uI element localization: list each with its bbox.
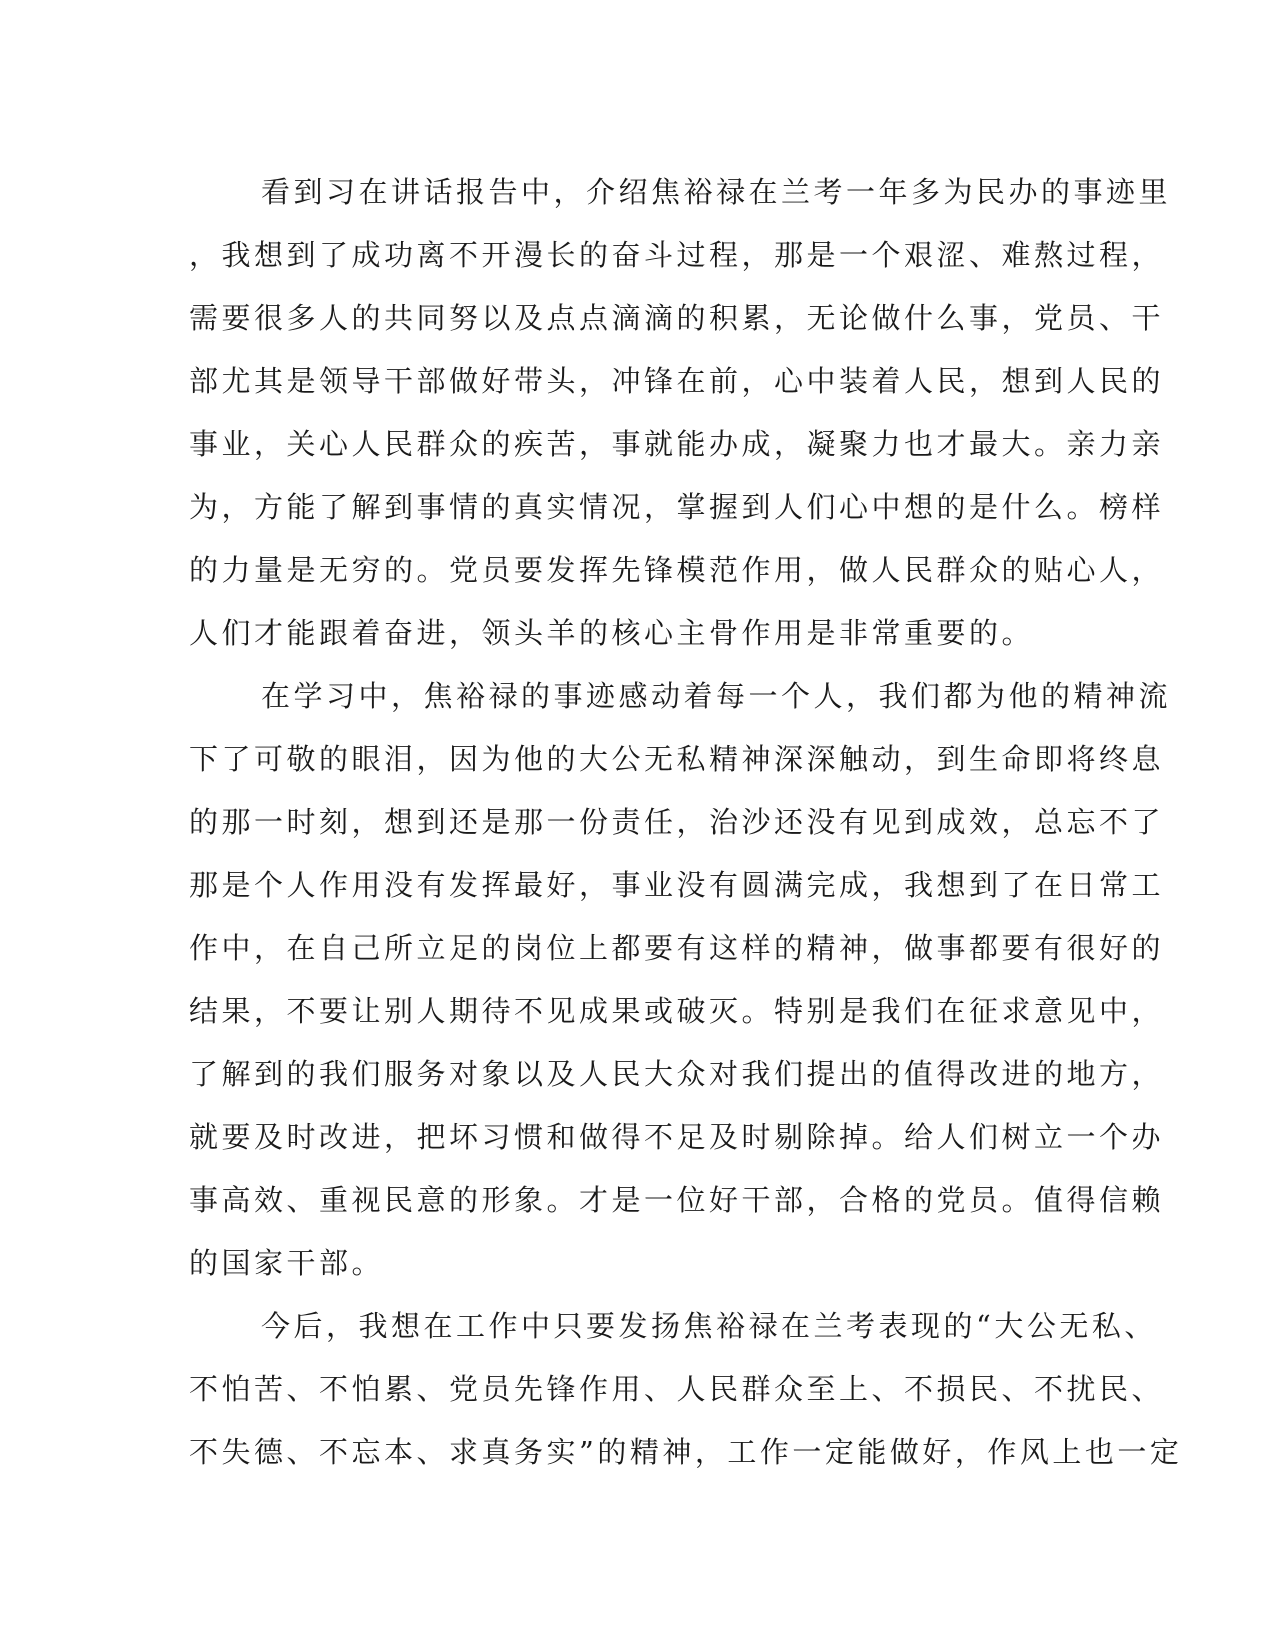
paragraph-line: 看到习在讲话报告中，介绍焦裕禄在兰考一年多为民办的事迹里: [261, 175, 1172, 209]
paragraph-line: 下了可敬的眼泪，因为他的大公无私精神深深触动，到生命即将终息: [189, 742, 1165, 776]
paragraph-1: [189, 161, 1172, 665]
paragraph-line: 结果，不要让别人期待不见成果或破灭。特别是我们在征求意见中，: [189, 994, 1165, 1028]
paragraph-line: 不怕苦、不怕累、党员先锋作用、人民群众至上、不损民、不扰民、: [189, 1372, 1165, 1406]
paragraph-2: [189, 665, 1172, 1295]
paragraph-line: 那是个人作用没有发挥最好，事业没有圆满完成，我想到了在日常工: [189, 868, 1165, 902]
paragraph-line: 今后，我想在工作中只要发扬焦裕禄在兰考表现的“大公无私、: [261, 1309, 1157, 1343]
paragraph-line: 的力量是无穷的。党员要发挥先锋模范作用，做人民群众的贴心人，: [189, 553, 1165, 587]
paragraph-line: 为，方能了解到事情的真实情况，掌握到人们心中想的是什么。榜样: [189, 490, 1165, 524]
paragraph-line: 事高效、重视民意的形象。才是一位好干部，合格的党员。值得信赖: [189, 1183, 1165, 1217]
paragraph-line: 在学习中，焦裕禄的事迹感动着每一个人，我们都为他的精神流: [261, 679, 1172, 713]
paragraph-line: 事业，关心人民群众的疾苦，事就能办成，凝聚力也才最大。亲力亲: [189, 427, 1165, 461]
paragraph-line: 作中，在自己所立足的岗位上都要有这样的精神，做事都要有很好的: [189, 931, 1165, 965]
paragraph-line: 需要很多人的共同努以及点点滴滴的积累，无论做什么事，党员、干: [189, 301, 1165, 335]
paragraph-line: 了解到的我们服务对象以及人民大众对我们提出的值得改进的地方，: [189, 1057, 1165, 1091]
paragraph-line: 就要及时改进，把坏习惯和做得不足及时剔除掉。给人们树立一个办: [189, 1120, 1165, 1154]
paragraph-line: 的那一时刻，想到还是那一份责任，治沙还没有见到成效，总忘不了: [189, 805, 1165, 839]
paragraph-line: ，我想到了成功离不开漫长的奋斗过程，那是一个艰涩、难熬过程，: [189, 238, 1165, 272]
paragraph-line: 不失德、不忘本、求真务实”的精神，工作一定能做好，作风上也一定: [189, 1435, 1183, 1469]
paragraph-line: 人们才能跟着奋进，领头羊的核心主骨作用是非常重要的。: [189, 616, 1035, 650]
document-body: [189, 161, 1183, 1484]
paragraph-line: 的国家干部。: [189, 1246, 385, 1280]
paragraph-line: 部尤其是领导干部做好带头，冲锋在前，心中装着人民，想到人民的: [189, 364, 1165, 398]
paragraph-3: [189, 1295, 1183, 1484]
